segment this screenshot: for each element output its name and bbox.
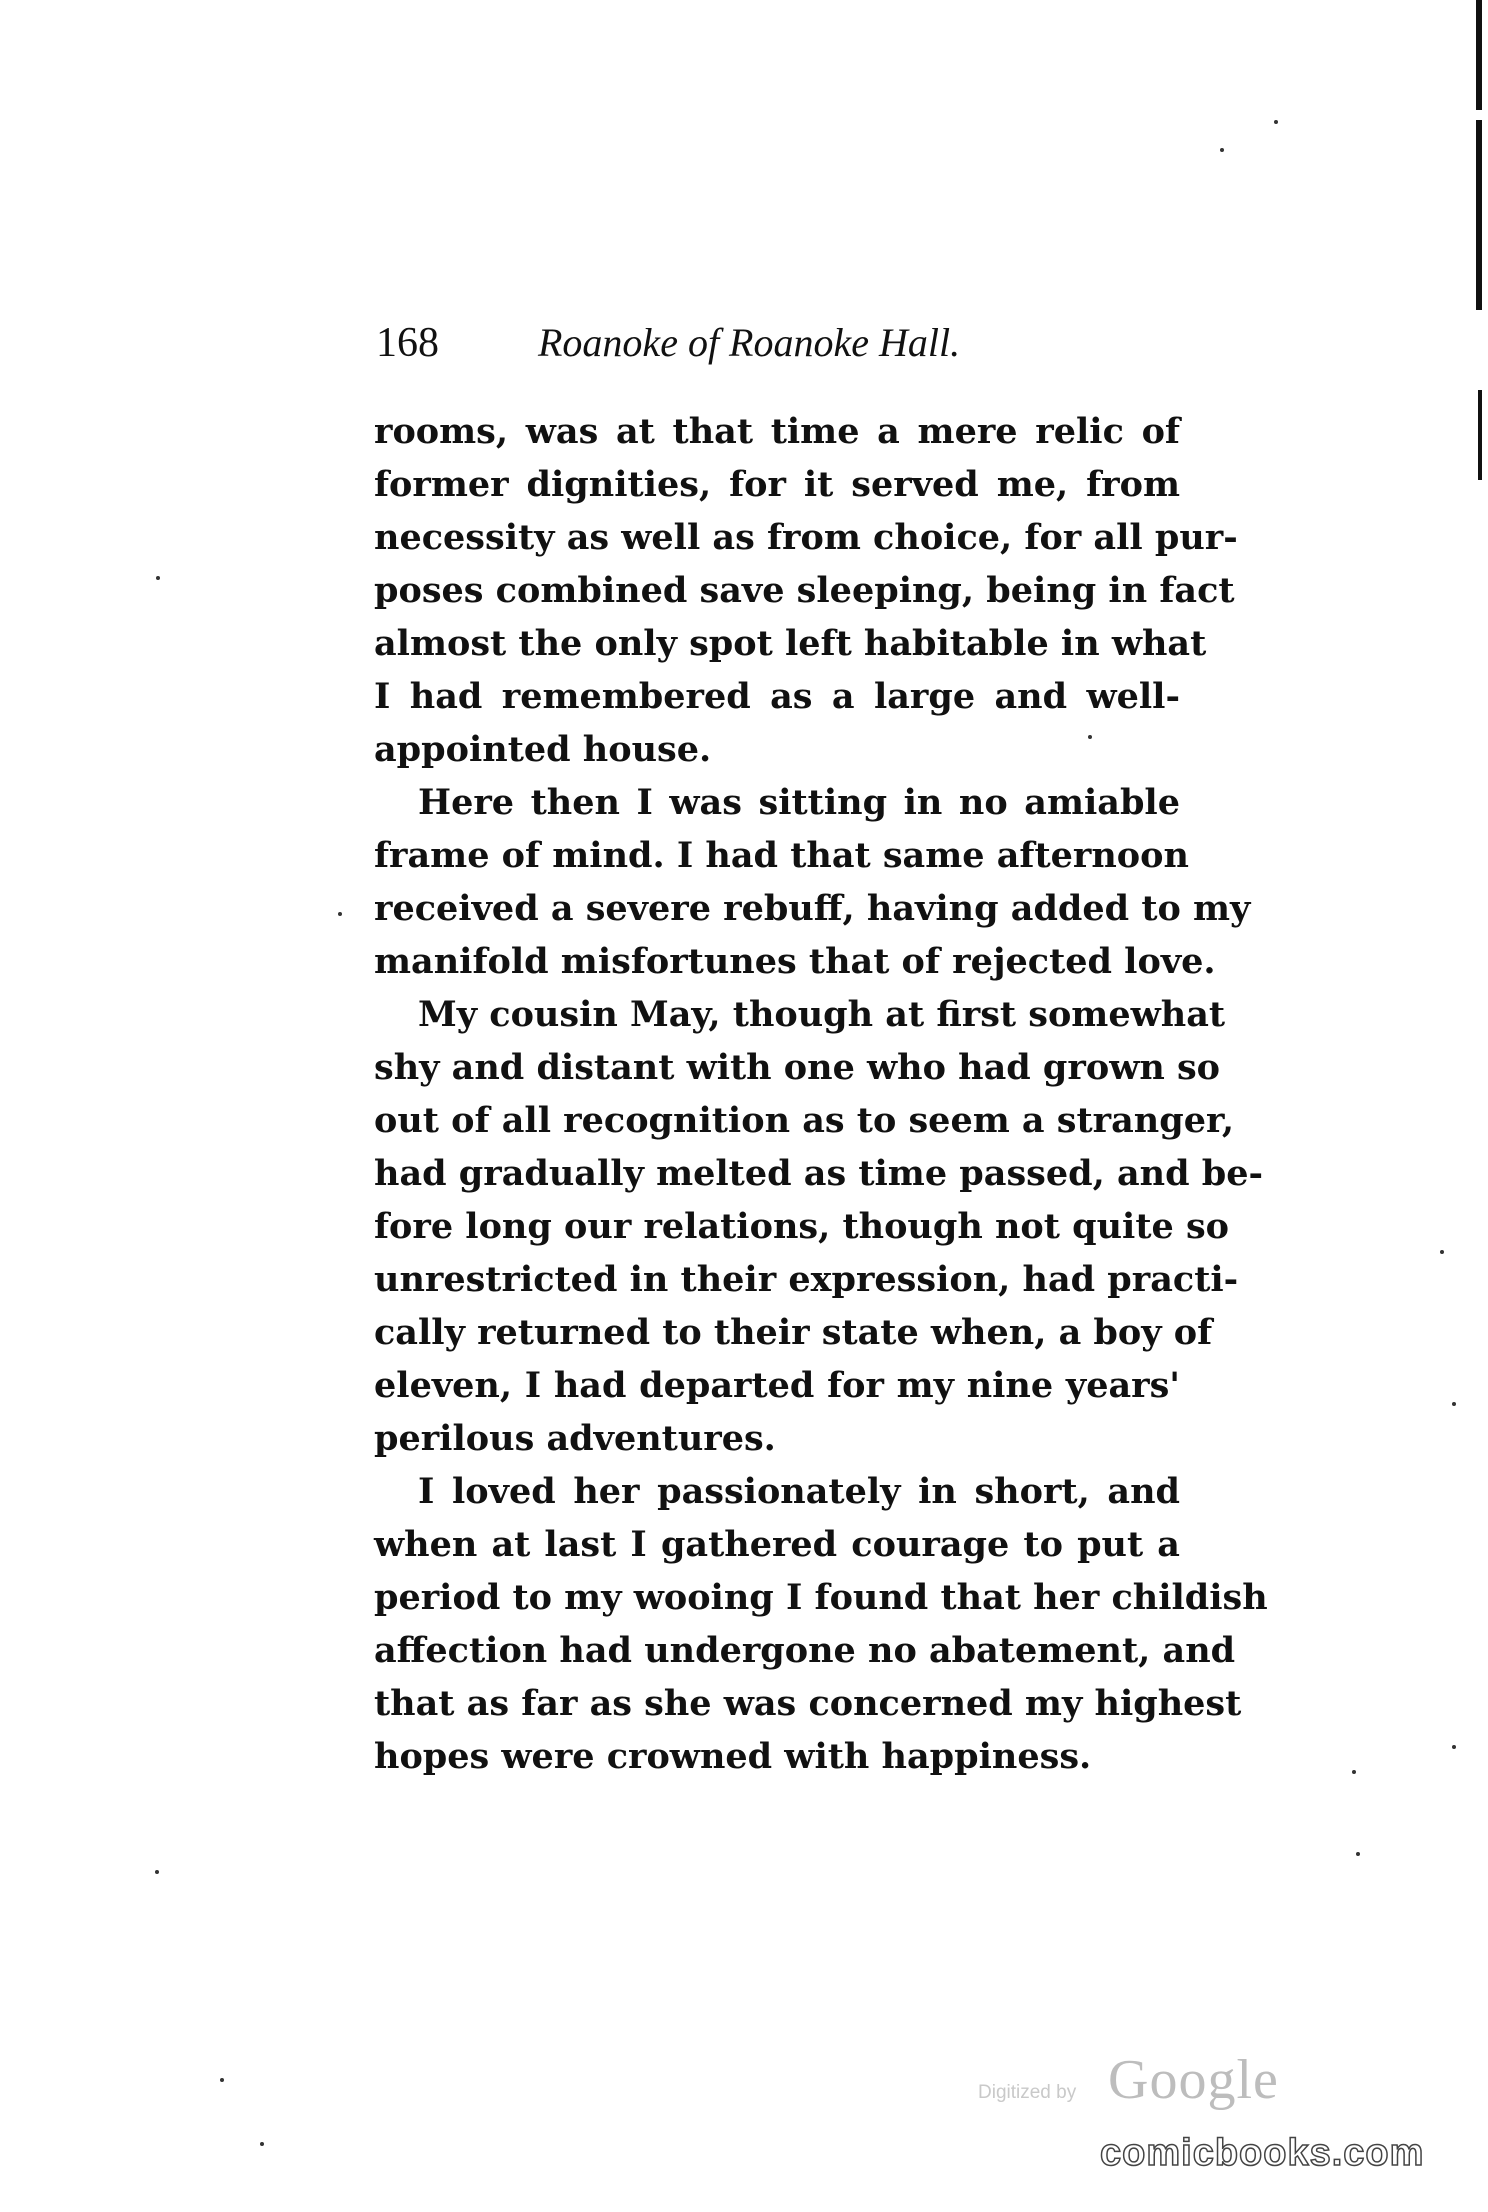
text-line: former dignities, for it served me, from [374, 464, 1180, 505]
scan-edge-rule [1476, 0, 1482, 110]
scan-speck [260, 2142, 264, 2146]
site-watermark: comicbooks.com [1100, 2132, 1425, 2174]
scan-speck [1220, 148, 1224, 152]
scan-speck [220, 2078, 224, 2082]
paragraph [374, 988, 1264, 1465]
scan-speck [1452, 1402, 1456, 1406]
scan-speck [1356, 1852, 1360, 1856]
scan-speck [1274, 120, 1278, 124]
text-line: out of all recognition as to seem a stranger, [374, 1100, 1235, 1141]
text-line: fore long our relations, though not quite so [374, 1206, 1230, 1247]
text-line: eleven, I had departed for my nine years' [374, 1365, 1180, 1406]
page-number: 168 [376, 320, 439, 366]
scan-speck [338, 912, 342, 916]
google-logo: Google [1108, 2049, 1279, 2111]
text-line: necessity as well as from choice, for all pur- [374, 517, 1238, 558]
text-line: appointed house. [374, 729, 712, 770]
text-line: frame of mind. I had that same afternoon [374, 835, 1189, 876]
scan-edge-rule [1478, 390, 1482, 480]
text-line: received a severe rebuff, having added to my [374, 888, 1251, 929]
scan-speck [1352, 1770, 1356, 1774]
paragraph [374, 1465, 1268, 1783]
text-line: rooms, was at that time a mere relic of [374, 411, 1180, 452]
paragraph [374, 405, 1238, 776]
digitized-watermark [978, 2048, 1298, 2118]
text-line: unrestricted in their expression, had practi- [374, 1259, 1239, 1300]
text-line: almost the only spot left habitable in what [374, 623, 1207, 664]
text-line: shy and distant with one who had grown so [374, 1047, 1220, 1088]
running-title: Roanoke of Roanoke Hall. [538, 320, 961, 365]
text-line: poses combined save sleeping, being in fact [374, 570, 1235, 611]
text-line: that as far as she was concerned my highest [374, 1683, 1242, 1724]
text-line: cally returned to their state when, a boy of [374, 1312, 1213, 1353]
text-line: My cousin May, though at first somewhat [418, 994, 1226, 1035]
text-line: period to my wooing I found that her childish [374, 1577, 1268, 1618]
scan-speck [155, 1870, 159, 1874]
running-header [376, 318, 1186, 368]
paragraph [374, 776, 1251, 988]
text-line: Here then I was sitting in no amiable [418, 782, 1180, 823]
text-line: affection had undergone no abatement, and [374, 1630, 1236, 1671]
text-line: perilous adventures. [374, 1418, 776, 1459]
scan-speck [156, 576, 160, 580]
text-line: I loved her passionately in short, and [418, 1471, 1180, 1512]
digitized-by-label: Digitized by [978, 2082, 1077, 2103]
scan-speck [1452, 1745, 1456, 1749]
text-line: manifold misfortunes that of rejected love. [374, 941, 1216, 982]
scan-speck [1440, 1250, 1444, 1254]
text-line: when at last I gathered courage to put a [374, 1524, 1180, 1565]
text-line: had gradually melted as time passed, and be- [374, 1153, 1264, 1194]
text-line: I had remembered as a large and well- [374, 676, 1180, 717]
text-line: hopes were crowned with happiness. [374, 1736, 1092, 1777]
body-text [374, 405, 1268, 1783]
scan-edge-rule [1476, 120, 1482, 310]
